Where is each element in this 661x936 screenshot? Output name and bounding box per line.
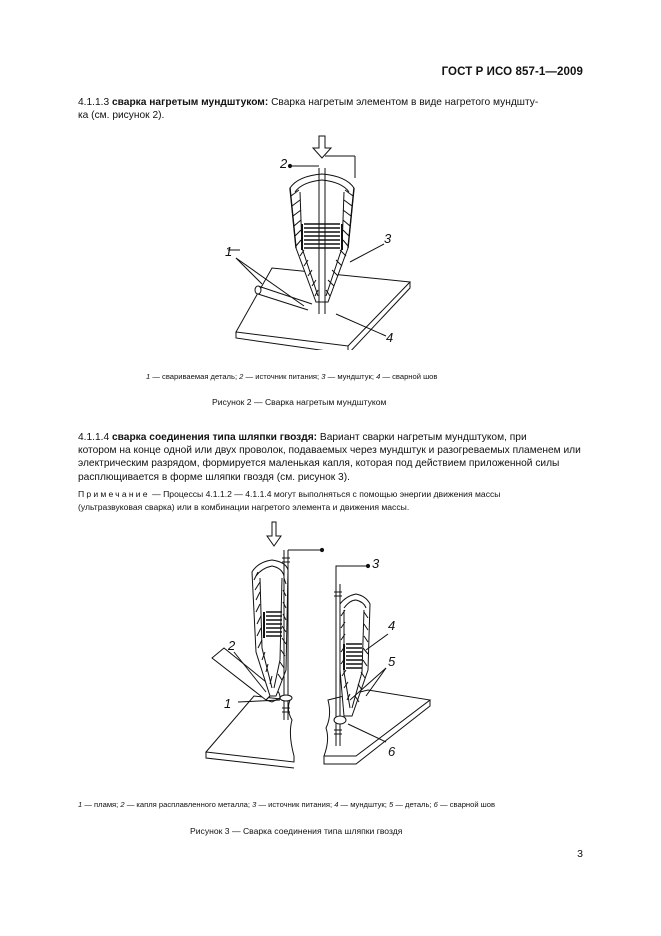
fig3-callout-2: 2 [228, 638, 236, 653]
fig2-callout-1: 1 [225, 244, 233, 259]
section-4114-line-2: котором на конце одной или двух проволок, подаваемых через мундштук и разогреваемых пламенем или [78, 445, 581, 457]
figure-2-caption: Рисунок 2 — Сварка нагретым мундштуком [212, 397, 387, 407]
fig3-legend-text-1: — пламя; [82, 800, 121, 809]
fig3-legend-text-4: — мундштук; [338, 800, 389, 809]
section-4113-line-2: ка (см. рисунок 2). [78, 110, 165, 122]
section-4113-line-1 [78, 96, 583, 109]
figure-3-legend [78, 800, 495, 809]
fig3-legend-num-6: 6 [433, 800, 438, 809]
note-line-1-text: — Процессы 4.1.1.2 — 4.1.1.4 могут выполняться с помощью энергии движения массы [149, 489, 501, 499]
fig2-legend-num-1: 1 [146, 372, 151, 381]
fig3-legend-text-6: — сварной шов [437, 800, 496, 809]
fig3-legend-text-3: — источник питания; [256, 800, 335, 809]
section-4114-paragraph [78, 431, 583, 484]
figure-3-caption: Рисунок 3 — Сварка соединения типа шляпки гвоздя [190, 826, 403, 836]
fig2-legend-num-3: 3 [321, 372, 326, 381]
fig2-legend-num-4: 4 [376, 372, 381, 381]
fig2-legend-text-4: — сварной шов [380, 372, 438, 381]
page-number: 3 [577, 848, 583, 860]
fig3-left-plate [206, 696, 294, 768]
fig2-callout-4: 4 [386, 330, 394, 345]
fig3-callout-3: 3 [372, 556, 380, 571]
fig3-callout-4: 4 [388, 618, 396, 633]
section-4113-paragraph [78, 96, 583, 122]
section-4114-line-1 [78, 431, 583, 444]
fig2-legend-text-2: — источник питания; [243, 372, 322, 381]
fig3-callout-1: 1 [224, 696, 232, 711]
fig2-legend-num-2: 2 [239, 372, 244, 381]
fig3-legend-num-2: 2 [120, 800, 125, 809]
fig2-callout-2: 2 [280, 156, 288, 171]
fig3-legend-num-1: 1 [78, 800, 83, 809]
section-4114-line-3: электрическим разрядом, формируется маленькая капля, которая под действием приложенной силы [78, 458, 560, 470]
fig2-callout-3: 3 [384, 231, 392, 246]
fig3-legend-num-3: 3 [252, 800, 257, 809]
section-4114-term: сварка соединения типа шляпки гвоздя: [112, 432, 318, 443]
note-block [78, 488, 583, 513]
fig3-callout-5: 5 [388, 654, 396, 669]
section-4114-line-1-text: Вариант сварки нагретым мундштуком, при [319, 432, 527, 443]
fig3-legend-num-5: 5 [388, 800, 394, 809]
fig3-legend-text-5: — деталь; [393, 800, 434, 809]
note-line-2: (ультразвуковая сварка) или в комбинации нагретого элемента и движения массы. [78, 501, 410, 512]
fig3-left-power-lead [288, 548, 324, 551]
fig2-legend-text-3: — мундштук; [325, 372, 377, 381]
document-header: ГОСТ Р ИСО 857-1—2009 [441, 66, 583, 78]
figure-3-drawing [200, 520, 440, 782]
fig2-legend-text-1: — свариваемая деталь; [150, 372, 240, 381]
section-4113-number: 4.1.1.3 [78, 97, 110, 108]
section-4114-line-4: расплющивается в форме шляпки гвоздя (см. рисунок 3). [78, 471, 350, 483]
section-4113-text: Сварка нагретым элементом в виде нагретого мундшту- [271, 97, 539, 108]
fig3-right-power-lead [336, 564, 370, 584]
section-4113-term: сварка нагретым мундштуком: [112, 97, 269, 108]
figure-2-drawing [200, 128, 440, 350]
force-arrow-icon [313, 136, 331, 158]
note-line-1 [78, 488, 583, 501]
figure-2-legend [146, 372, 437, 381]
fig3-force-arrow-icon [267, 522, 281, 546]
fig3-legend-text-2: — капля расплавленного металла; [124, 800, 253, 809]
section-4114-number: 4.1.1.4 [78, 432, 110, 443]
fig3-legend-num-4: 4 [334, 800, 339, 809]
fig3-callout-6: 6 [388, 744, 396, 759]
note-label: Примечание [78, 489, 150, 499]
